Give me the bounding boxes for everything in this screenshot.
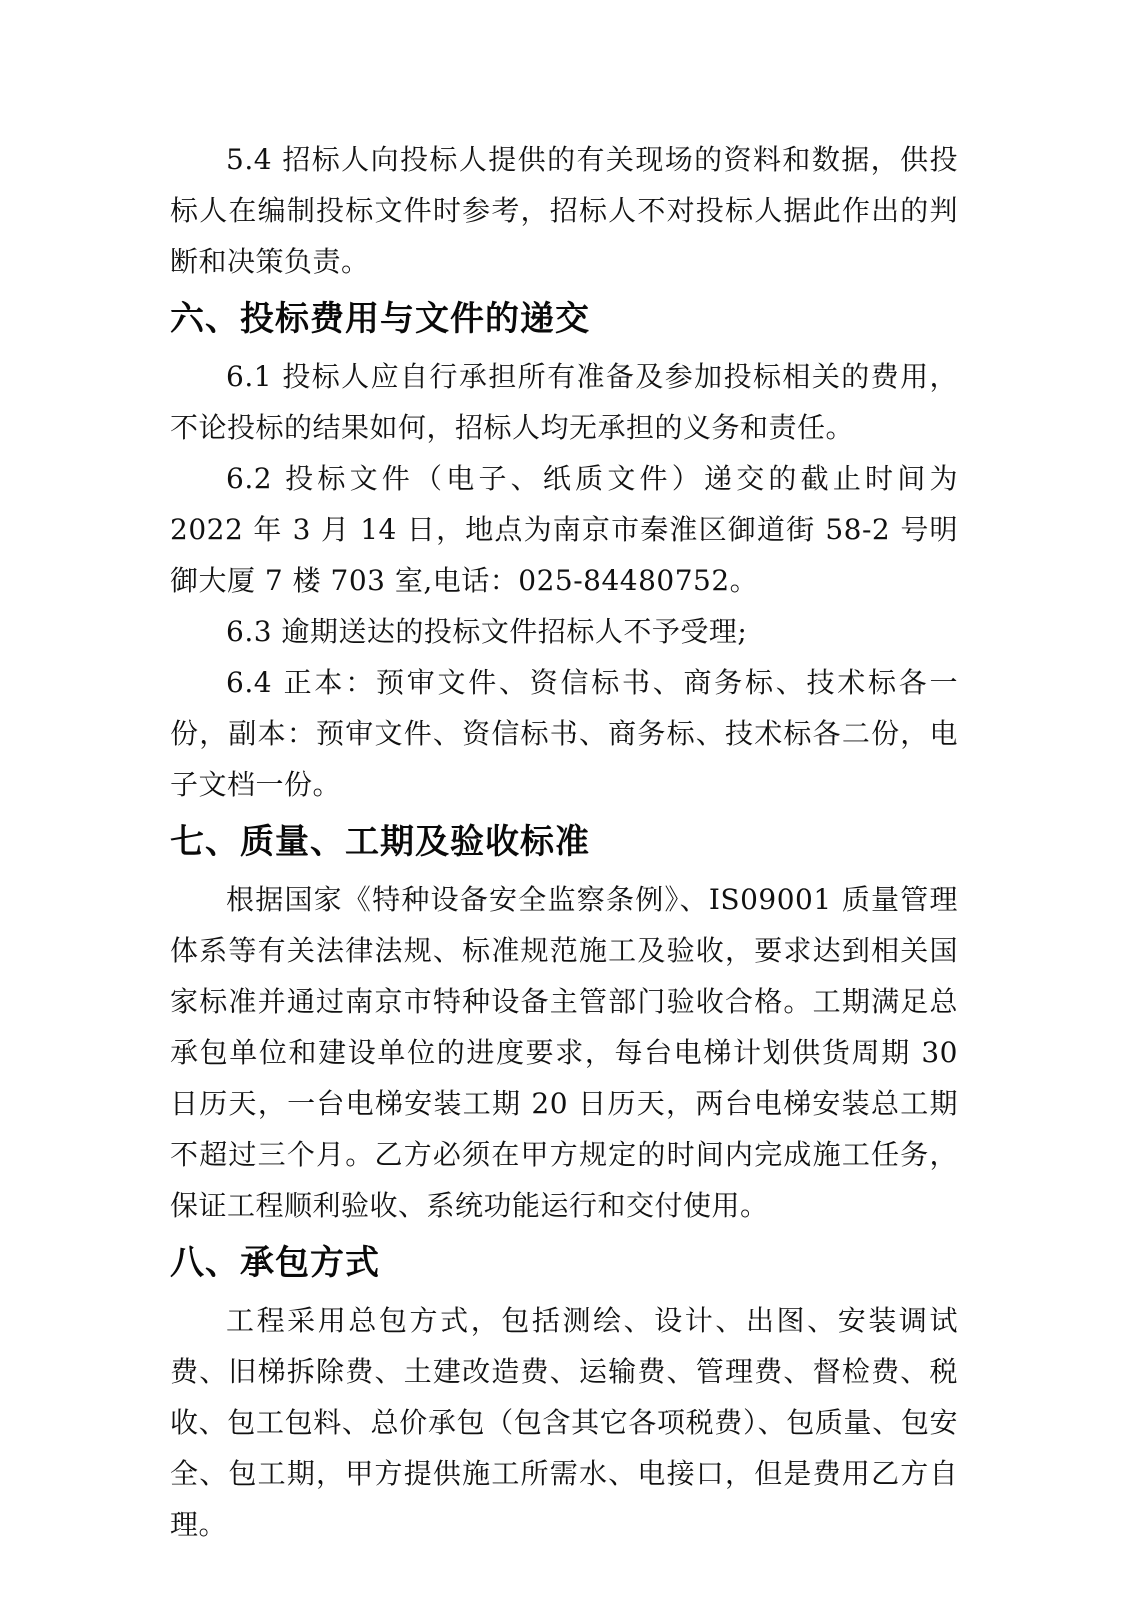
- body-paragraph: 根据国家《特种设备安全监察条例》、IS09001 质量管理体系等有关法律法规、标准规范施工及验收，要求达到相关国家标准并通过南京市特种设备主管部门验收合格。工期满足总承包单位和建设单位的进度要求，每台电梯计划供货周期 30 日历天，一台电梯安装工期 20 日历天，两台电梯安装总工期不超过三个月。乙方必须在甲方规定的时间内完成施工任务，保证工程顺利验收、系统功能运行和交付使用。: [170, 883, 958, 1222]
- document-content: [170, 134, 958, 1550]
- body-paragraph: 6.1 投标人应自行承担所有准备及参加投标相关的费用，不论投标的结果如何，招标人均无承担的义务和责任。: [170, 360, 958, 444]
- section-heading: 八、承包方式: [170, 1243, 380, 1283]
- section-heading: 七、质量、工期及验收标准: [170, 822, 590, 862]
- body-paragraph: 6.4 正本：预审文件、资信标书、商务标、技术标各一份，副本：预审文件、资信标书、商务标、技术标各二份，电子文档一份。: [170, 666, 958, 801]
- body-paragraph: 6.3 逾期送达的投标文件招标人不予受理;: [226, 615, 748, 648]
- body-paragraph: 工程采用总包方式，包括测绘、设计、出图、安装调试费、旧梯拆除费、土建改造费、运输费、管理费、督检费、税收、包工包料、总价承包（包含其它各项税费）、包质量、包安全、包工期，甲方提供施工所需水、电接口，但是费用乙方自理。: [170, 1304, 958, 1541]
- body-paragraph: 5.4 招标人向投标人提供的有关现场的资料和数据，供投标人在编制投标文件时参考，招标人不对投标人据此作出的判断和决策负责。: [170, 143, 958, 278]
- body-paragraph: 6.2 投标文件（电子、纸质文件）递交的截止时间为 2022 年 3 月 14 日，地点为南京市秦淮区御道街 58-2 号明御大厦 7 楼 703 室,电话：025-84480752。: [170, 462, 958, 597]
- section-heading: 六、投标费用与文件的递交: [170, 299, 590, 339]
